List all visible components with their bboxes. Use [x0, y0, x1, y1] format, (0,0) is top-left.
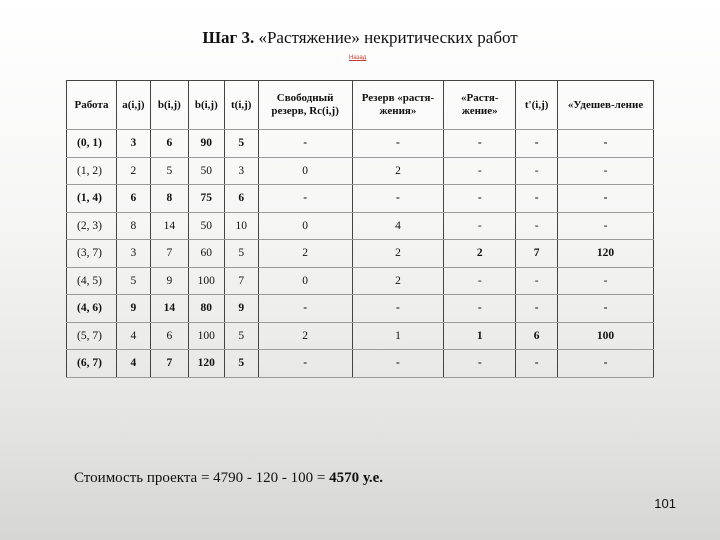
- table-cell: 9: [150, 267, 188, 295]
- table-cell: 5: [224, 130, 258, 158]
- table-cell: 7: [150, 240, 188, 268]
- table-cell: -: [444, 185, 516, 213]
- table-cell: 14: [150, 212, 188, 240]
- table-cell: -: [258, 295, 352, 323]
- table-cell: 0: [258, 267, 352, 295]
- back-link[interactable]: Назад: [349, 55, 367, 61]
- column-header: Резерв «растя-жения»: [352, 81, 444, 130]
- column-header: a(i,j): [116, 81, 150, 130]
- table-cell: 5: [224, 350, 258, 378]
- table-cell: (5, 7): [67, 322, 117, 350]
- table-row: [67, 240, 654, 268]
- table-cell: -: [516, 267, 558, 295]
- table-cell: -: [444, 130, 516, 158]
- table-row: [67, 212, 654, 240]
- table-cell: 90: [188, 130, 224, 158]
- table-cell: 60: [188, 240, 224, 268]
- table-cell: 2: [258, 240, 352, 268]
- table-cell: 50: [188, 157, 224, 185]
- table-cell: 0: [258, 212, 352, 240]
- page-number: 101: [654, 496, 676, 511]
- table-cell: (2, 3): [67, 212, 117, 240]
- table-cell: 6: [516, 322, 558, 350]
- table-cell: 100: [558, 322, 654, 350]
- table-cell: 6: [224, 185, 258, 213]
- table-cell: -: [558, 130, 654, 158]
- column-header: b(i,j): [188, 81, 224, 130]
- table-cell: 2: [352, 240, 444, 268]
- table-cell: 1: [352, 322, 444, 350]
- table-cell: -: [352, 185, 444, 213]
- column-header: b(i,j): [150, 81, 188, 130]
- table-cell: -: [558, 350, 654, 378]
- column-header: t(i,j): [224, 81, 258, 130]
- table-row: [67, 295, 654, 323]
- table-cell: -: [444, 157, 516, 185]
- project-cost-result: 4570 у.е.: [329, 470, 384, 486]
- table-cell: -: [352, 295, 444, 323]
- table-cell: -: [558, 157, 654, 185]
- table-cell: (0, 1): [67, 130, 117, 158]
- table-cell: 6: [116, 185, 150, 213]
- table-cell: -: [516, 130, 558, 158]
- table-row: [67, 350, 654, 378]
- table-cell: 10: [224, 212, 258, 240]
- table-cell: 7: [224, 267, 258, 295]
- table-cell: -: [516, 295, 558, 323]
- table-cell: (4, 5): [67, 267, 117, 295]
- table-cell: 3: [116, 240, 150, 268]
- table-cell: 4: [116, 322, 150, 350]
- table-cell: 2: [258, 322, 352, 350]
- slide-title-text: «Растяжение» некритических работ: [254, 28, 518, 47]
- table-cell: 0: [258, 157, 352, 185]
- table-cell: (4, 6): [67, 295, 117, 323]
- table-cell: 8: [150, 185, 188, 213]
- slide-title-step: Шаг 3.: [202, 28, 255, 47]
- table-cell: 3: [116, 130, 150, 158]
- table-cell: 2: [444, 240, 516, 268]
- table-cell: -: [516, 185, 558, 213]
- slide-title: [0, 28, 720, 48]
- table-cell: 9: [224, 295, 258, 323]
- table-cell: 5: [224, 322, 258, 350]
- table-cell: (1, 2): [67, 157, 117, 185]
- table-cell: 80: [188, 295, 224, 323]
- project-cost-formula: Стоимость проекта = 4790 - 120 - 100 =: [74, 470, 330, 486]
- table-cell: 4: [352, 212, 444, 240]
- table-cell: -: [444, 267, 516, 295]
- table-cell: -: [516, 212, 558, 240]
- table-cell: -: [558, 295, 654, 323]
- table-row: [67, 157, 654, 185]
- table-cell: 6: [150, 322, 188, 350]
- table-cell: 75: [188, 185, 224, 213]
- column-header: t'(i,j): [516, 81, 558, 130]
- table-cell: 14: [150, 295, 188, 323]
- table-row: [67, 267, 654, 295]
- table-cell: -: [352, 130, 444, 158]
- table-cell: 50: [188, 212, 224, 240]
- table-header-row: [67, 81, 654, 130]
- table-cell: (1, 4): [67, 185, 117, 213]
- table-cell: -: [558, 212, 654, 240]
- table-cell: 7: [150, 350, 188, 378]
- column-header: «Удешев-ление: [558, 81, 654, 130]
- table-cell: 120: [558, 240, 654, 268]
- table-cell: 7: [516, 240, 558, 268]
- table-row: [67, 185, 654, 213]
- table-cell: 100: [188, 322, 224, 350]
- table-row: [67, 130, 654, 158]
- table-cell: -: [444, 295, 516, 323]
- table-cell: -: [516, 350, 558, 378]
- works-table: [66, 80, 654, 378]
- table-cell: 2: [116, 157, 150, 185]
- table-cell: 2: [352, 157, 444, 185]
- column-header: Свободный резерв, Rс(i,j): [258, 81, 352, 130]
- table-cell: (6, 7): [67, 350, 117, 378]
- table-cell: -: [258, 130, 352, 158]
- table-body: [67, 130, 654, 378]
- table-cell: 100: [188, 267, 224, 295]
- table-cell: -: [444, 212, 516, 240]
- table-cell: -: [516, 157, 558, 185]
- table-cell: 8: [116, 212, 150, 240]
- column-header: Работа: [67, 81, 117, 130]
- table-cell: -: [558, 267, 654, 295]
- table-cell: -: [258, 185, 352, 213]
- table-row: [67, 322, 654, 350]
- project-cost: [74, 470, 383, 487]
- table-cell: 5: [116, 267, 150, 295]
- table-cell: 9: [116, 295, 150, 323]
- table-cell: 2: [352, 267, 444, 295]
- table-cell: 4: [116, 350, 150, 378]
- table-cell: -: [558, 185, 654, 213]
- table-cell: 120: [188, 350, 224, 378]
- table-cell: 6: [150, 130, 188, 158]
- table-cell: -: [258, 350, 352, 378]
- table-cell: 1: [444, 322, 516, 350]
- table-cell: 5: [224, 240, 258, 268]
- table-cell: 3: [224, 157, 258, 185]
- table-cell: 5: [150, 157, 188, 185]
- table-cell: -: [444, 350, 516, 378]
- table-cell: -: [352, 350, 444, 378]
- column-header: «Растя-жение»: [444, 81, 516, 130]
- table-cell: (3, 7): [67, 240, 117, 268]
